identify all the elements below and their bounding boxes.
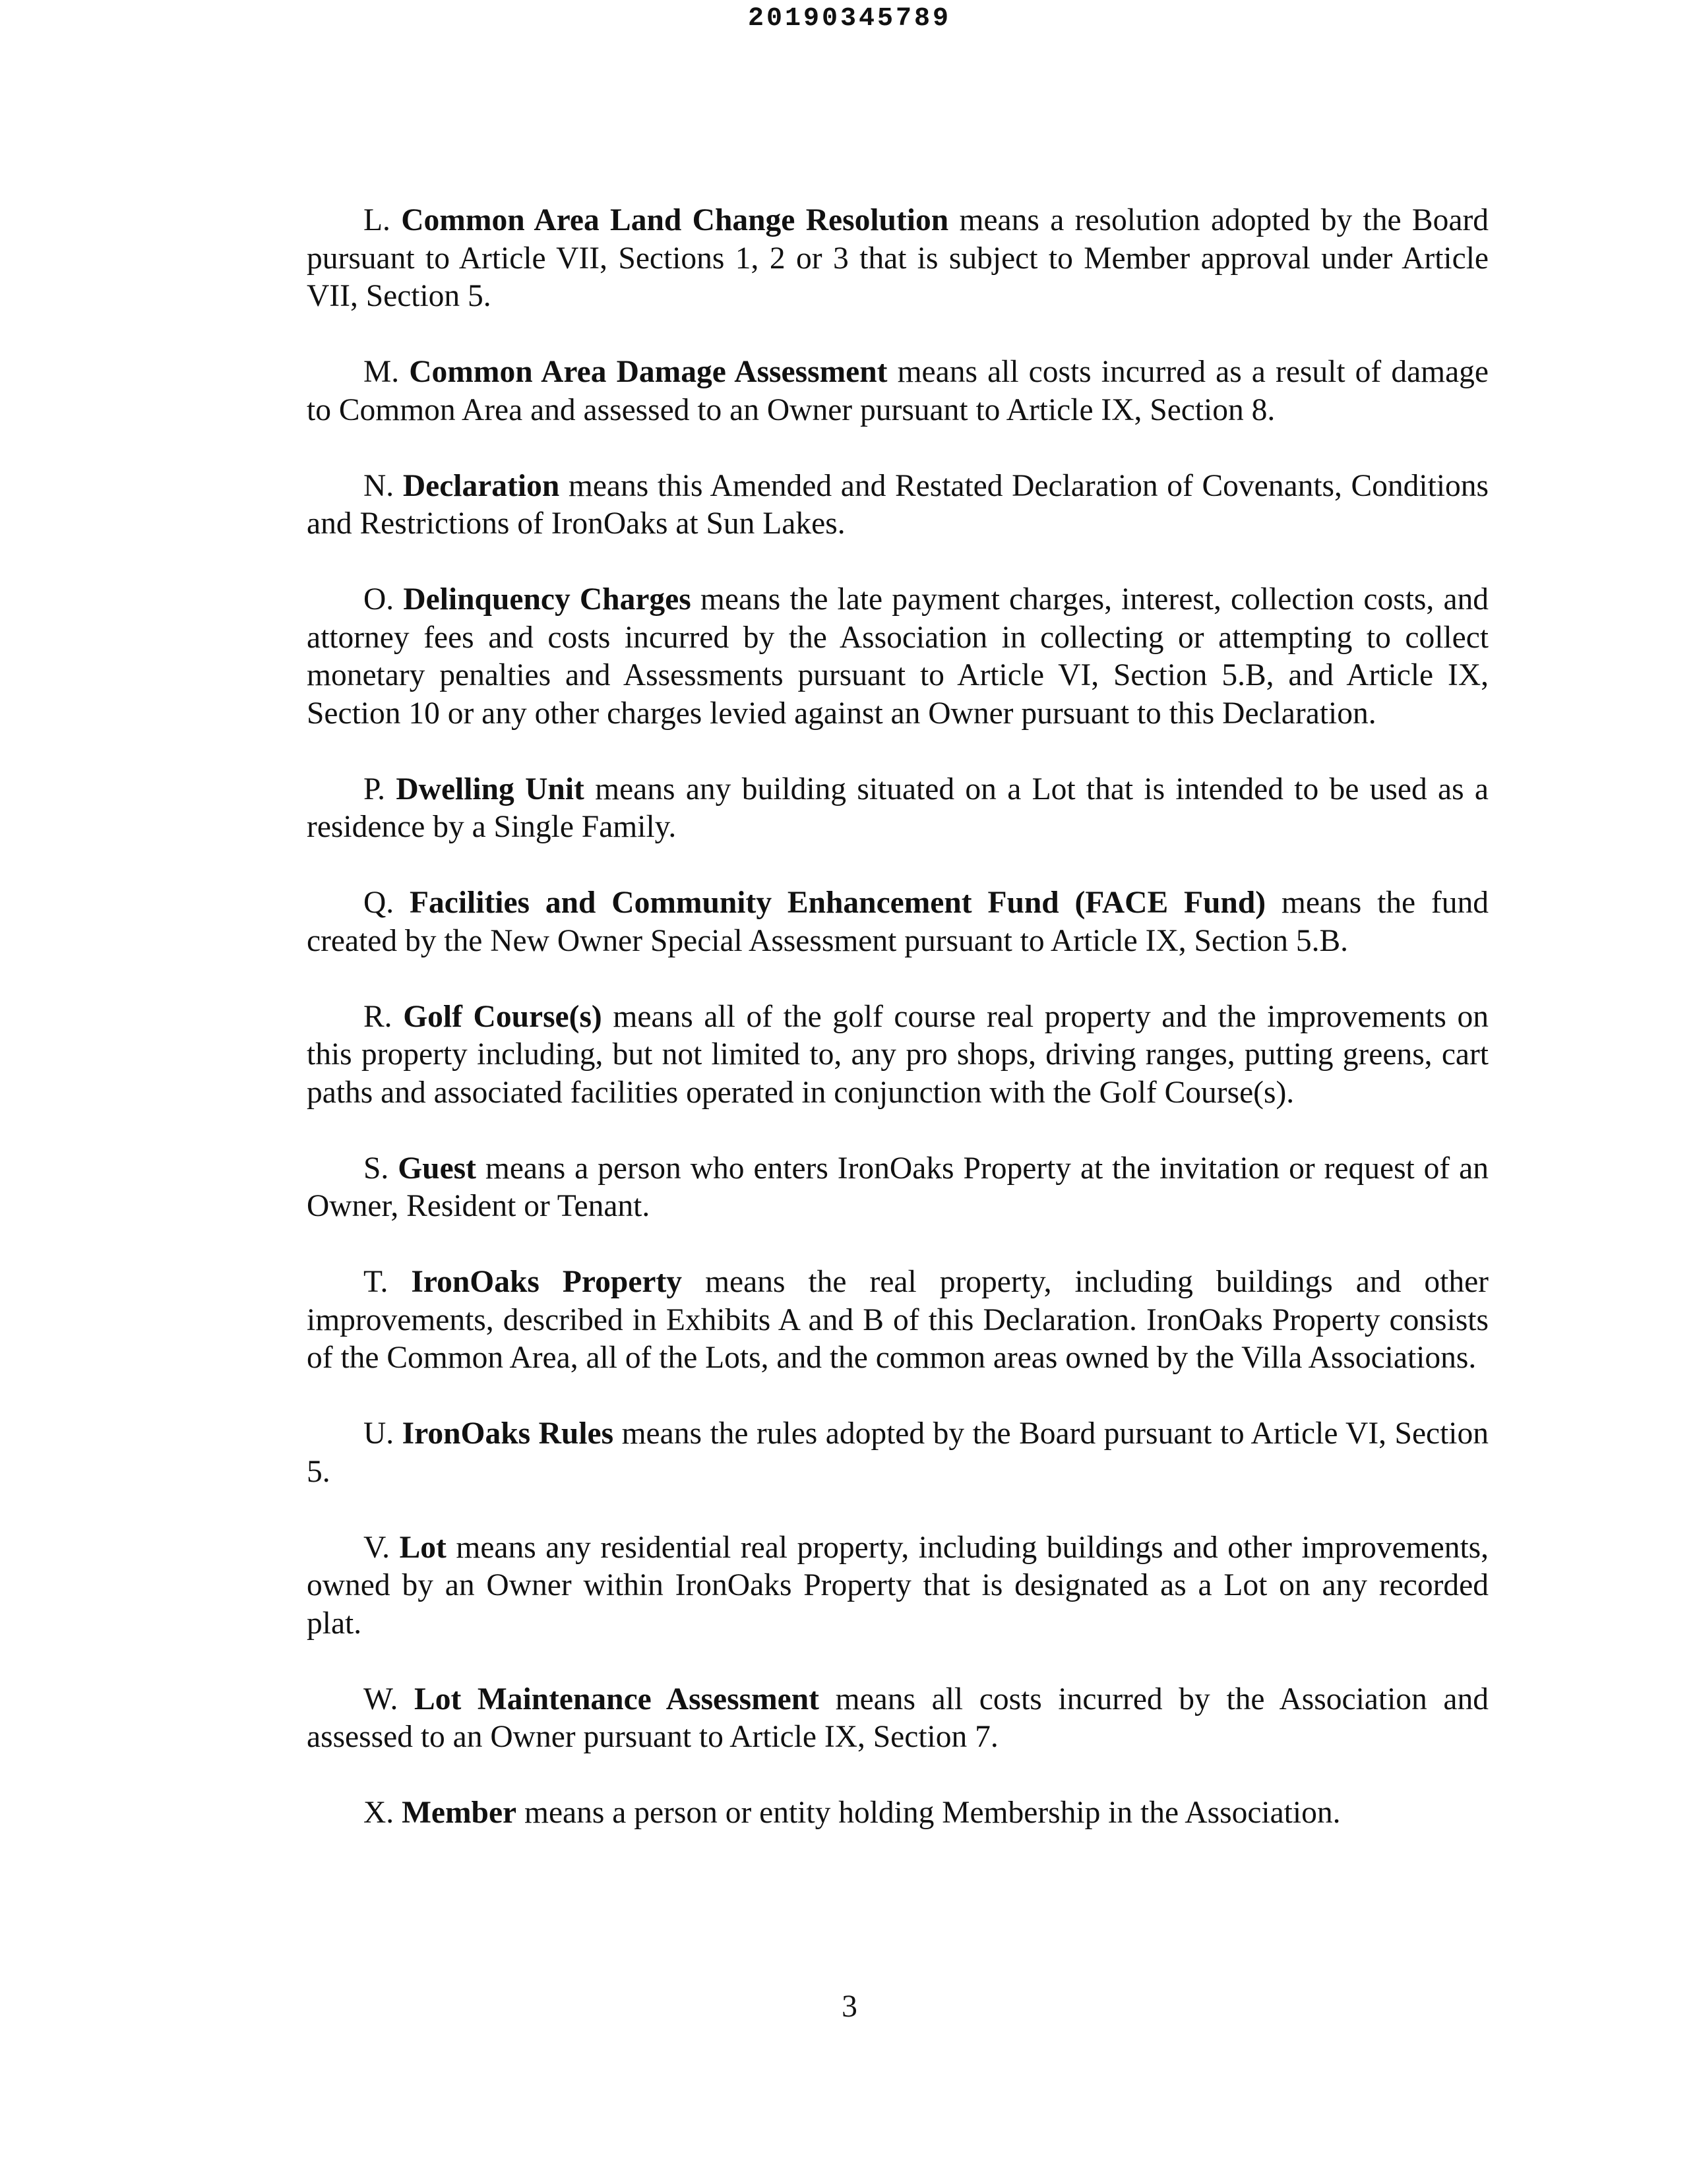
definition-term: Facilities and Community Enhancement Fund (FACE Fund) <box>410 886 1266 920</box>
definition-term: Lot Maintenance Assessment <box>414 1682 819 1716</box>
definition-entry <box>307 1263 1489 1378</box>
definition-entry <box>307 1150 1489 1226</box>
definition-text: means all of the golf course real property and the improvements on this property including, but not limited to, any pro shops, driving ranges, putting greens, cart paths and associated facilities operated in conjunction with the Golf Course(s). <box>307 999 1489 1110</box>
definition-entry <box>307 353 1489 429</box>
definition-letter: M. <box>363 355 400 389</box>
definition-letter: N. <box>363 468 394 503</box>
definition-letter: O. <box>363 582 394 617</box>
definition-entry <box>307 1529 1489 1643</box>
definition-text: means this Amended and Restated Declaration of Covenants, Conditions and Restrictions of IronOaks at Sun Lakes. <box>307 468 1489 541</box>
definition-text: means any building situated on a Lot that is intended to be used as a residence by a Single Family. <box>307 772 1489 844</box>
definition-term: Guest <box>398 1151 476 1186</box>
page-number: 3 <box>842 1989 857 2024</box>
definition-term: Declaration <box>402 468 560 503</box>
definition-term: Common Area Land Change Resolution <box>401 203 949 237</box>
definitions-list <box>307 202 1489 1833</box>
definition-text: means all costs incurred by the Association and assessed to an Owner pursuant to Article IX, Section 7. <box>307 1682 1489 1754</box>
definition-letter: R. <box>363 999 392 1034</box>
definition-text: means the rules adopted by the Board pursuant to Article VI, Section 5. <box>307 1416 1489 1489</box>
definition-term: Dwelling Unit <box>396 772 584 806</box>
definition-term: Member <box>402 1796 517 1830</box>
definition-letter: U. <box>363 1416 394 1451</box>
definition-letter: T. <box>363 1265 388 1299</box>
document-number: 20190345789 <box>747 4 952 34</box>
definition-text: means the late payment charges, interest, collection costs, and attorney fees and costs incurred by the Association in collecting or attempting to collect monetary penalties and Assessments pursuant to Article VI, Section 5.B, and Article IX, Section 10 or any other charges levied against an Owner pursuant to this Declaration. <box>307 582 1489 731</box>
definition-letter: X. <box>363 1796 394 1830</box>
definition-entry <box>307 998 1489 1112</box>
definition-text: means a person or entity holding Membership in the Association. <box>524 1796 1341 1830</box>
definition-entry <box>307 771 1489 847</box>
definition-entry <box>307 884 1489 960</box>
definition-letter: P. <box>363 772 386 806</box>
definition-term: Common Area Damage Assessment <box>409 355 888 389</box>
definition-entry <box>307 1794 1489 1833</box>
definition-text: means all costs incurred as a result of damage to Common Area and assessed to an Owner pursuant to Article IX, Section 8. <box>307 355 1489 427</box>
definition-letter: W. <box>363 1682 398 1716</box>
definition-letter: V. <box>363 1530 390 1565</box>
definition-term: Delinquency Charges <box>403 582 691 617</box>
definition-entry <box>307 1681 1489 1757</box>
definition-entry <box>307 581 1489 733</box>
definition-term: Golf Course(s) <box>403 999 602 1034</box>
definition-letter: L. <box>363 203 390 237</box>
definition-text: means any residential real property, including buildings and other improvements, owned by an Owner within IronOaks Property that is designated as a Lot on any recorded plat. <box>307 1530 1489 1641</box>
definition-term: IronOaks Rules <box>402 1416 614 1451</box>
definition-text: means the fund created by the New Owner Special Assessment pursuant to Article IX, Section 5.B. <box>307 886 1489 958</box>
definition-letter: S. <box>363 1151 389 1186</box>
definition-term: Lot <box>399 1530 447 1565</box>
definition-entry <box>307 202 1489 316</box>
definition-text: means a person who enters IronOaks Property at the invitation or request of an Owner, Resident or Tenant. <box>307 1151 1489 1223</box>
definition-letter: Q. <box>363 886 394 920</box>
definition-entry <box>307 468 1489 543</box>
definition-text: means the real property, including buildings and other improvements, described in Exhibits A and B of this Declaration. IronOaks Property consists of the Common Area, all of the Lots, and the common areas owned by the Villa Associations. <box>307 1265 1489 1375</box>
definition-text: means a resolution adopted by the Board pursuant to Article VII, Sections 1, 2 or 3 that is subject to Member approval under Article VII, Section 5. <box>307 203 1489 313</box>
definition-term: IronOaks Property <box>411 1265 683 1299</box>
definition-entry <box>307 1415 1489 1491</box>
